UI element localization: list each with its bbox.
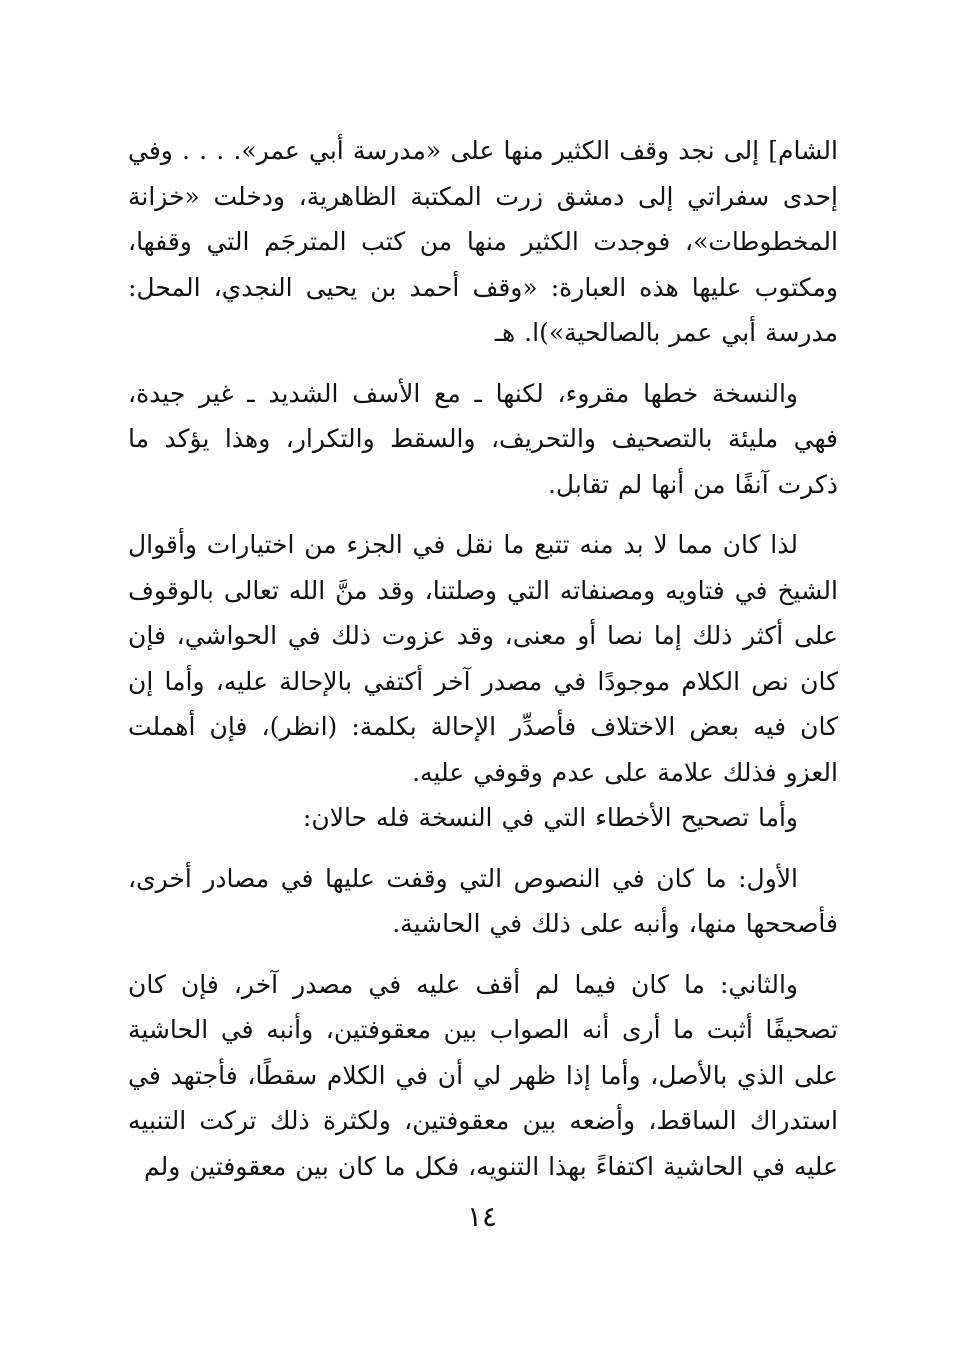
paragraph-3: لذا كان مما لا بد منه تتبع ما نقل في الجزء من اختيارات وأقوال الشيخ في فتاويه ومصنفاته التي وصلتنا، وقد منَّ الله تعالى بالوقوف على أكثر ذلك إما نصا أو معنى، وقد عزوت ذلك في الحواشي، فإن كان نص الكلام موجودًا في مصدر آخر أكتفي بالإحالة عليه، وأما إن كان فيه بعض الاختلاف فأصدِّر الإحالة بكلمة: (انظر)، فإن أهملت العزو فذلك علامة على عدم وقوفي عليه.: [128, 530, 838, 787]
paragraph-4: وأما تصحيح الأخطاء التي في النسخة فله حالان:: [302, 803, 798, 832]
page-body: [128, 128, 838, 1189]
paragraph-2: والنسخة خطها مقروء، لكنها ـ مع الأسف الشديد ـ غير جيدة، فهي مليئة بالتصحيف والتحريف، والسقط والتكرار، وهذا يؤكد ما ذكرت آنفًا من أنها لم تقابل.: [128, 378, 838, 499]
paragraph-1: الشام] إلى نجد وقف الكثير منها على «مدرسة أبي عمر». . . . وفي إحدى سفراتي إلى دمشق زرت المكتبة الظاهرية، ودخلت «خزانة المخطوطات»، فوجدت الكثير منها من كتب المترجَم التي وقفها، ومكتوب عليها هذه العبارة: «وقف أحمد بن يحيى النجدي، المحل: مدرسة أبي عمر بالصالحية»)ا. هـ: [128, 136, 838, 347]
paragraph-6: والثاني: ما كان فيما لم أقف عليه في مصدر آخر، فإن كان تصحيفًا أثبت ما أرى أنه الصواب بين معقوفتين، وأنبه في الحاشية على الذي بالأصل، وأما إذا ظهر لي أن في الكلام سقطًا، فأجتهد في استدراك الساقط، وأضعه بين معقوفتين، ولكثرة ذلك تركت التنبيه عليه في الحاشية اكتفاءً بهذا التنويه، فكل ما كان بين معقوفتين ولم: [128, 969, 838, 1181]
page-number: ١٤: [466, 1200, 498, 1233]
paragraph-5: الأول: ما كان في النصوص التي وقفت عليها في مصادر أخرى، فأصححها منها، وأنبه على ذلك في الحاشية.: [128, 863, 838, 938]
